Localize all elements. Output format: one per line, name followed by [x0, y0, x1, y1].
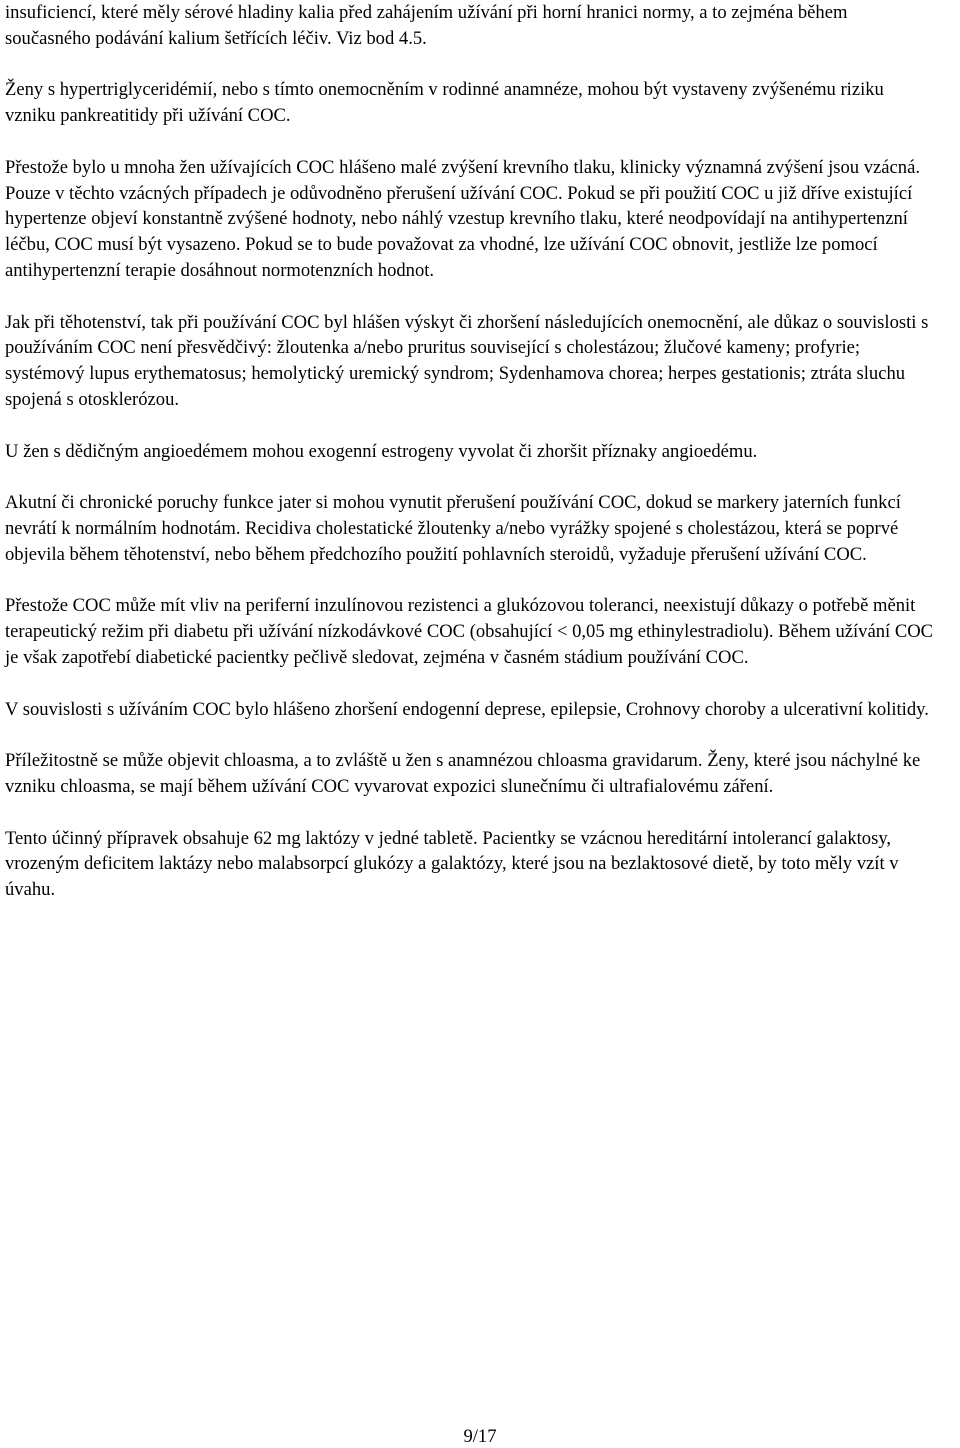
paragraph-liver-function: Akutní či chronické poruchy funkce jater si mohou vynutit přerušení používání COC, dokud se markery jaterních funkcí nevrátí k normálním hodnotám. Recidiva cholestatické žloutenky a/nebo vyrážky spojené s cholestázou, která se poprvé objevila během těhotenství, nebo během předchozího použití pohlavních steroidů, vyžaduje přerušení užívání COC. [5, 492, 901, 565]
paragraph-blood-pressure: Přestože bylo u mnoha žen užívajících COC hlášeno malé zvýšení krevního tlaku, klinicky významná zvýšení jsou vzácná. Pouze v těchto vzácných případech je odůvodněno přerušení užívání COC. Pokud se při použití COC u již dříve existující hypertenze objeví konstantně zvýšené hodnoty, nebo náhlý vzestup krevního tlaku, které neodpovídají na antihypertenzní léčbu, COC musí být vysazeno. Pokud se to bude považovat za vhodné, lze užívání COC obnovit, jestliže lze pomocí antihypertenzní terapie dosáhnout normotenzních hodnot. [5, 156, 920, 281]
paragraph-pregnancy-conditions: Jak při těhotenství, tak při používání COC byl hlášen výskyt či zhoršení následujících onemocnění, ale důkaz o souvislosti s používáním COC není přesvědčivý: žloutenka a/nebo pruritus související s cholestázou; žlučové kameny; profyrie; systémový lupus erythematosus; hemolytický uremický syndrom; Sydenhamova chorea; herpes gestationis; ztráta sluchu spojená s otosklerózou. [5, 311, 929, 410]
paragraph-depression-epilepsy: V souvislosti s užíváním COC bylo hlášeno zhoršení endogenní deprese, epilepsie, Crohnovy choroby a ulcerativní kolitidy. [5, 698, 929, 720]
page-number: 9/17 [463, 1426, 497, 1447]
paragraph-diabetes: Přestože COC může mít vliv na periferní inzulínovou rezistenci a glukózovou toleranci, neexistují důkazy o potřebě měnit terapeutický režim při diabetu při užívání nízkodávkové COC (obsahující < 0,05 mg ethinylestradiolu). Během užívání COC je však zapotřebí diabetické pacientky pečlivě sledovat, zejména v časném stádium používání COC. [5, 595, 934, 668]
paragraph-potassium: insuficiencí, které měly sérové hladiny kalia před zahájením užívání při horní hranici normy, a to zejména během současného podávání kalium šetřících léčiv. Viz bod 4.5. [5, 2, 848, 49]
paragraph-chloasma: Příležitostně se může objevit chloasma, a to zvláště u žen s anamnézou chloasma gravidarum. Ženy, které jsou náchylné ke vzniku chloasma, se mají během užívání COC vyvarovat expozici slunečnímu či ultrafialovému záření. [5, 750, 921, 797]
document-body [5, 0, 935, 929]
paragraph-angioedema: U žen s dědičným angioedémem mohou exogenní estrogeny vyvolat či zhoršit příznaky angioedému. [5, 440, 758, 462]
paragraph-lactose: Tento účinný přípravek obsahuje 62 mg laktózy v jedné tabletě. Pacientky se vzácnou hereditární intolerancí galaktosy, vrozeným deficitem laktázy nebo malabsorpcí glukózy a galaktózy, které jsou na bezlaktosové dietě, by toto měly vzít v úvahu. [5, 827, 899, 901]
paragraph-hypertriglyceridemia: Ženy s hypertriglyceridémií, nebo s tímto onemocněním v rodinné anamnéze, mohou být vystaveny zvýšenému riziku vzniku pankreatitidy při užívání COC. [5, 79, 884, 127]
